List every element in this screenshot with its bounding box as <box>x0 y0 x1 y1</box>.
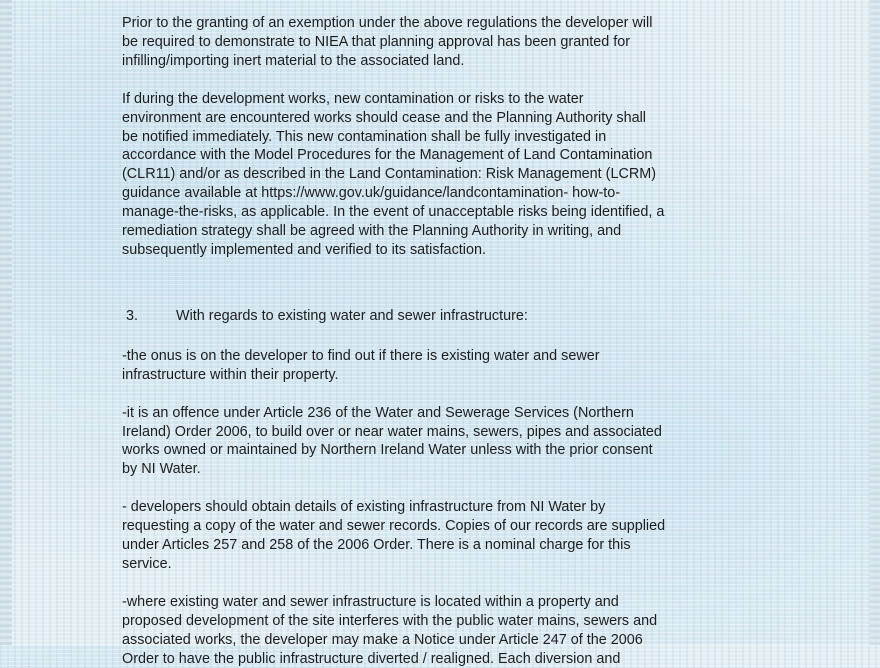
section-heading <box>122 307 747 326</box>
bullet-onus: -the onus is on the developer to find out if there is existing water and sewer infrastructure within their property. <box>122 347 600 383</box>
section-heading-text: With regards to existing water and sewer infrastructure: <box>176 307 528 324</box>
paragraph-contamination: If during the development works, new contamination or risks to the water environment are encountered works should cease and the Planning Authority shall be notified immediately. This new contamination shall be fully investigated in accordance with the Model Procedures for the Management of Land Contamination (CLR11) and/or as described in the Land Contamination: Risk Management (LCRM) guidance available at https://www.gov.uk/guidance/landcontamination- how-to- manage-the-risks, as applicable. In the event of unacceptable risks being identified, a remediation strategy shall be agreed with the Planning Authority in writing, and subsequently implemented and verified to its satisfaction. <box>122 90 665 258</box>
bullet-notice: -where existing water and sewer infrastructure is located within a property and proposed development of the site interferes with the public water mains, sewers and associated works, the developer may make a Notice under Article 247 of the 2006 Order to have the public infrastructure diverted / realigned. Each diversion and <box>122 593 658 667</box>
scan-edge-left <box>0 0 12 645</box>
section-number: 3. <box>126 307 139 324</box>
paragraph-exemption: Prior to the granting of an exemption under the above regulations the developer will be required to demonstrate to NIEA that planning approval has been granted for infilling/importing inert material to the associated land. <box>122 15 653 69</box>
scan-edge-right <box>870 0 880 645</box>
document-body <box>122 14 747 668</box>
bullet-records: - developers should obtain details of existing infrastructure from NI Water by requesting a copy of the water and sewer records. Copies of our records are supplied under Articles 257 and 258 of the 2006 Order. There is a nominal charge for this service. <box>122 499 666 572</box>
bullet-offence: -it is an offence under Article 236 of the Water and Sewerage Services (Northern Ireland) Order 2006, to build over or near water mains, sewers, pipes and associated works owned or maintained by Northern Ireland Water unless with the prior consent by NI Water. <box>122 404 662 478</box>
